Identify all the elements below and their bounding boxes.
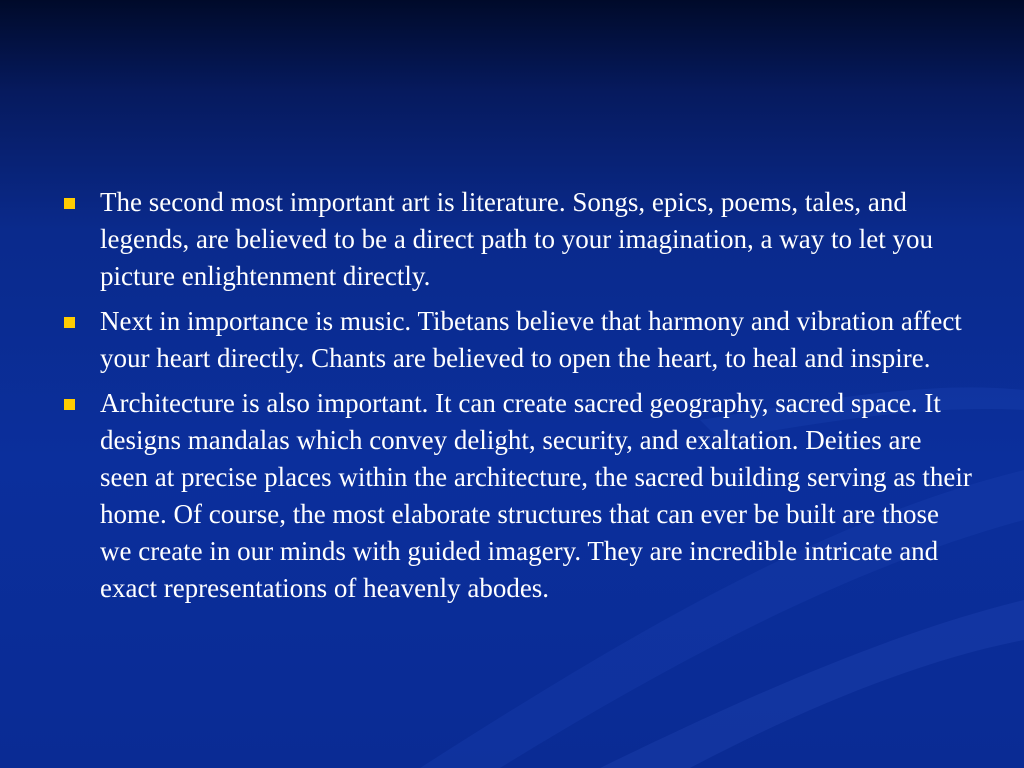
bullet-item — [62, 184, 972, 295]
bullet-list — [62, 184, 972, 615]
bullet-text: Next in importance is music. Tibetans believe that harmony and vibration affect your heart directly. Chants are believed to open the heart, to heal and inspire. — [100, 306, 962, 373]
square-bullet-icon — [64, 317, 75, 328]
bullet-item — [62, 303, 972, 377]
square-bullet-icon — [64, 399, 75, 410]
bullet-text: Architecture is also important. It can create sacred geography, sacred space. It designs mandalas which convey delight, security, and exaltation. Deities are seen at precise places within the architecture, the sacred building serving as their home. Of course, the most elaborate structures that can ever be built are those we create in our minds with guided imagery. They are incredible intricate and exact representations of heavenly abodes. — [100, 388, 972, 603]
bullet-item — [62, 385, 972, 607]
bullet-text: The second most important art is literature. Songs, epics, poems, tales, and legends, are believed to be a direct path to your imagination, a way to let you picture enlightenment directly. — [100, 187, 933, 291]
square-bullet-icon — [64, 198, 75, 209]
